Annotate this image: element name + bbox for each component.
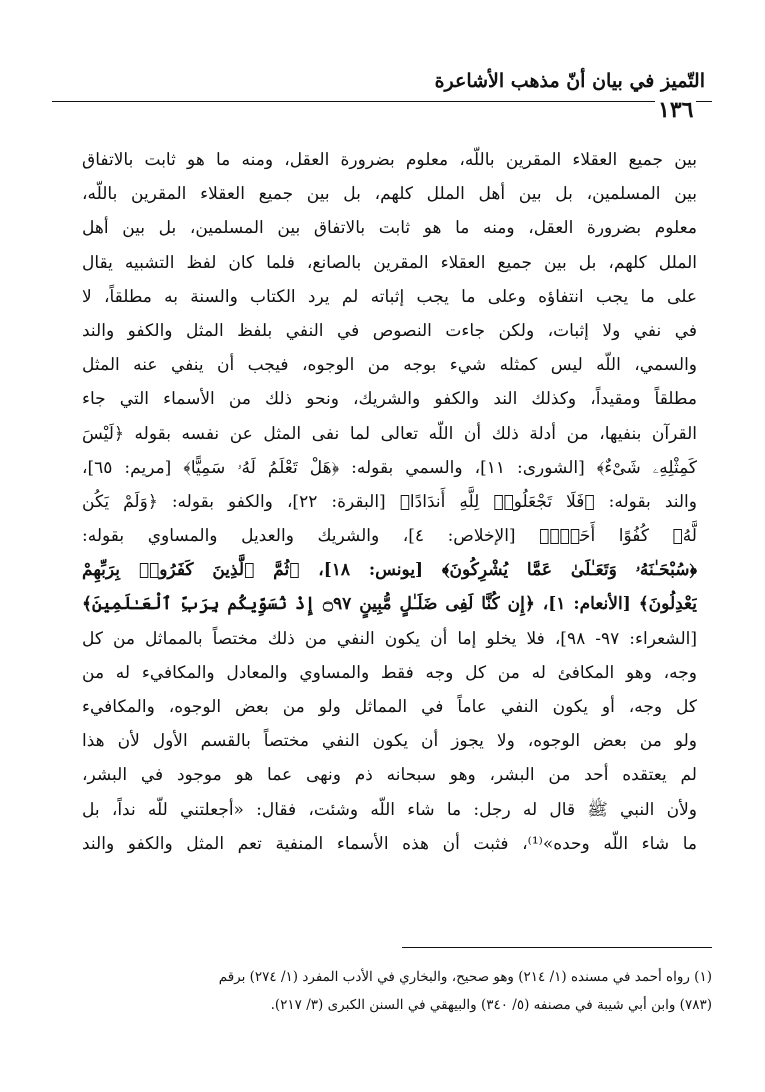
body-line-quran: ﴿سُبْحَـٰنَهُۥ وَتَعَـٰلَىٰ عَمَّا يُشْرِكُونَ﴾ [يونس: ١٨]، ﴿ثُمَّ ٱلَّذِينَ كَفَرُوا۟ بِرَبِّهِمْ xyxy=(82,560,697,581)
body-line: بين المسلمين، بل بين أهل الملل كلهم، بل بين جميع العقلاء المقرين باللّه، xyxy=(82,184,697,205)
body-line: بين جميع العقلاء المقرين باللّه، معلوم بضرورة العقل، ومنه ما هو ثابت بالاتفاق xyxy=(82,150,697,170)
header-rule xyxy=(52,101,712,102)
page-number: ١٣٦ xyxy=(655,97,696,123)
body-line-quran: يَعْدِلُونَ﴾ [الأنعام: ١]، ﴿إِن كُنَّا لَفِى ضَلَـٰلٍ مُّبِينٍ ۝٩٧ إِذْ نُسَوِّيكُم بِرَبِّ ٱلْعَـٰلَمِينَ﴾ xyxy=(82,594,697,615)
body-line: وجه، وهو المكافئ له من كل وجه فقط والمساوي والمعادل والمكافيء له من xyxy=(82,662,697,683)
footnote-line: (١) رواه أحمد في مسنده (١/ ٢١٤) وهو صحيح، والبخاري في الأدب المفرد (١/ ٢٧٤) برقم xyxy=(218,969,712,985)
body-line: لَّهُۥ كُفُوًا أَحَدٌۢ﴾ [الإخلاص: ٤]، والشريك والعديل والمساوي بقوله: xyxy=(82,526,697,547)
body-line: على ما يجب انتفاؤه وعلى ما يجب إثباته لم يرد الكتاب والسنة به مطلقاً، لا xyxy=(82,286,697,307)
body-line: والسمي، اللّه ليس كمثله شيء بوجه من الوجوه، فيجب أن ينفي عنه المثل xyxy=(82,355,697,376)
body-line: الملل كلهم، بل بين جميع العقلاء المقرين بالصانع، فلما كان لفظ التشبيه يقال xyxy=(82,252,697,273)
body-line: معلوم بضرورة العقل، ومنه ما هو ثابت بالاتفاق بين المسلمين، بل بين أهل xyxy=(82,218,697,239)
body-line: ولو من بعض الوجوه، ولا يجوز أن يكون النفي مختصاً بالقسم الأول لأن هذا xyxy=(82,731,697,752)
body-line: والند بقوله: ﴿فَلَا تَجْعَلُوا۟ لِلَّهِ أَندَادًا﴾ [البقرة: ٢٢]، والكفو بقوله: ﴿وَلَمْ يَكُن xyxy=(82,491,697,512)
body-line: كل وجه، أو يكون النفي عاماً في المماثل ولو من بعض الوجوه، والمكافيء xyxy=(82,697,697,717)
footnote-line: (٧٨٣) وابن أبي شيبة في مصنفه (٥/ ٣٤٠) والبيهقي في السنن الكبرى (٣/ ٢١٧). xyxy=(270,997,712,1013)
footnotes xyxy=(82,963,712,1019)
body-line: لم يعتقده أحد من البشر، وهو سبحانه ذم ونهى عما هو موجود في البشر، xyxy=(82,765,697,786)
body-text xyxy=(82,143,697,861)
body-line: ما شاء اللّه وحده»⁽¹⁾، فثبت أن هذه الأسماء المنفية تعم المثل والكفو والند xyxy=(82,833,697,854)
body-line: مطلقاً ومقيداً، وكذلك الند والكفو والشريك، ونحو ذلك من الأسماء التي جاء xyxy=(82,389,697,410)
body-line: كَمِثْلِهِۦ شَىْءٌ﴾ [الشورى: ١١]، والسمي بقوله: ﴿هَلْ تَعْلَمُ لَهُۥ سَمِيًّا﴾ [مريم: ٦٥]، xyxy=(82,457,697,478)
body-line: [الشعراء: ٩٧- ٩٨]، فلا يخلو إما أن يكون النفي من ذلك مختصاً بالمماثل من كل xyxy=(82,628,697,649)
body-line: ولأن النبي ﷺ قال له رجل: ما شاء اللّه وشئت، فقال: «أجعلتني للّه نداً، بل xyxy=(82,799,697,820)
body-line: في نفي ولا إثبات، ولكن جاءت النصوص في النفي بلفظ المثل والكفو والند xyxy=(82,320,697,341)
body-line: القرآن بنفيها، من أدلة ذلك أن اللّه تعالى لما نفى المثل عن نفسه بقوله ﴿لَيْسَ xyxy=(82,423,697,444)
running-title: التّميز في بيان أنّ مذهب الأشاعرة xyxy=(434,70,705,92)
footnote-rule xyxy=(402,947,712,948)
